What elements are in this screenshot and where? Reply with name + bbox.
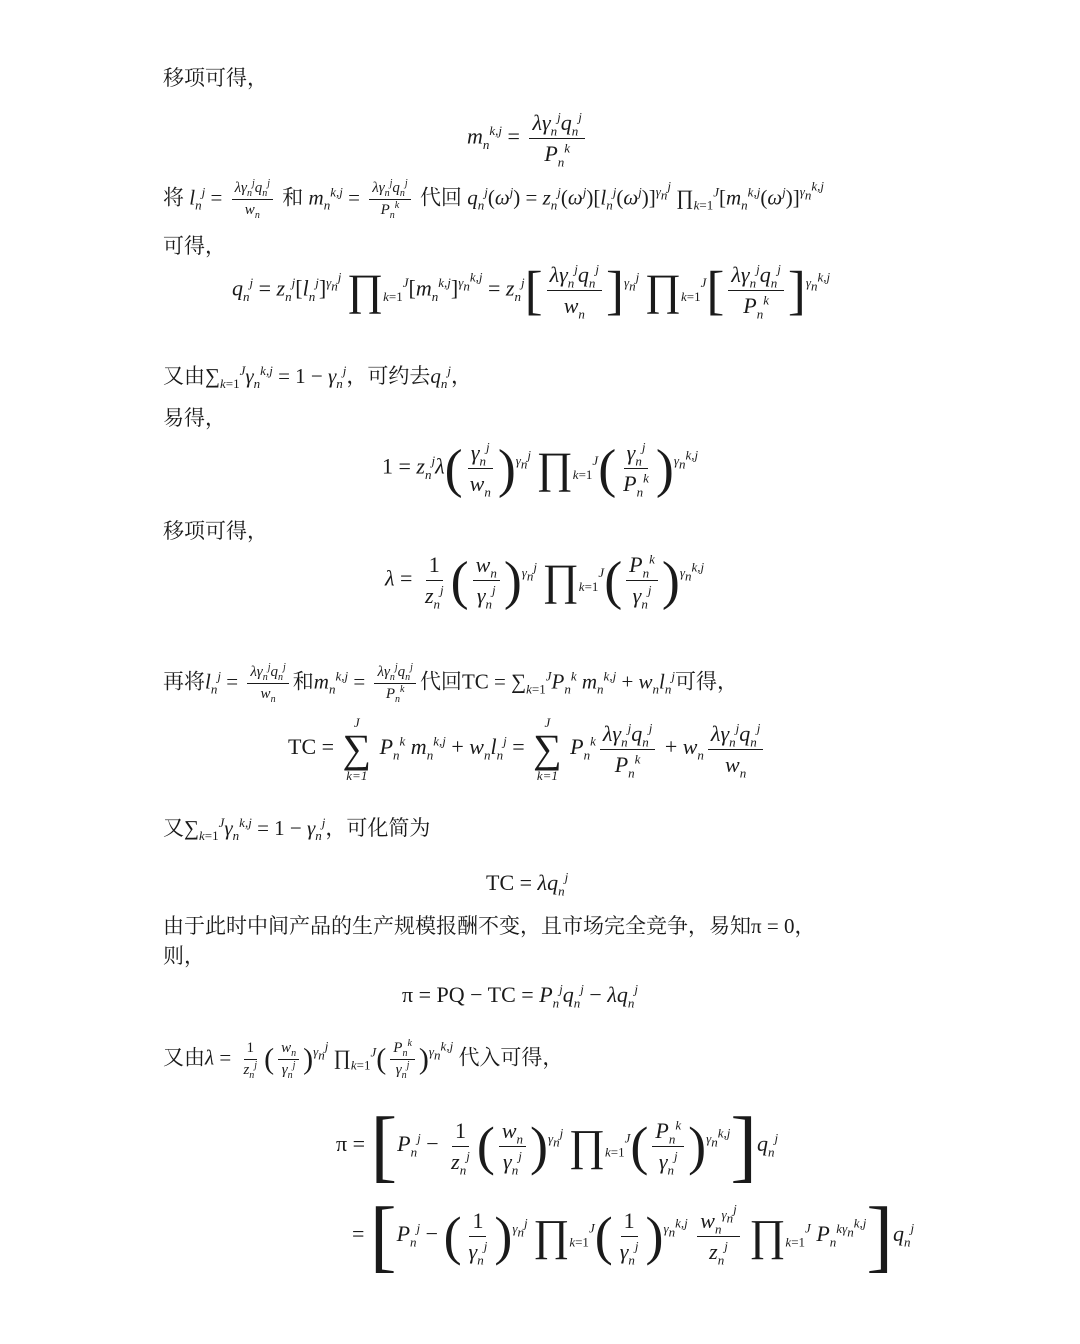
text-line: 移项可得， — [163, 519, 268, 543]
equation-profit-expanded-2: = [$P_n^j$ − ( $\frac{1}{\gamma_n^j}$ )$^{\gamma_n^j}$ $\prod_{k=1}^J$( $\frac{1}{\gamma_n^j}$ )$^{\gamma_n^{k,j}}$ $\frac{w_n^{\gamma_n^j}}{z_n^j}$ $\prod_{k=1}^J$ $P_n^{k\gamma_n^{k,j}}]q_n^j$ — [352, 1192, 915, 1280]
equation-sum-gamma-line: 又由$\sum_{k=1}^J\gamma_n^{k,j} = 1 - \gamma_n^j$，可约去$q_n^j$， — [163, 363, 473, 392]
equation-tc-expanded: TC = J ∑ k=1 $P_n^k$ $m_n^{k,j} + w_nl_n^j$ = J ∑ k=1 $P_n^k$ $\frac{\lambda\gamma_n^jq_n^j}{P_n^k}$ + $w_n$ $\frac{\lambda\gamma_n^jq_n^j}{w_n}$ — [288, 716, 767, 782]
equation-q-expanded: $q_n^j = z_n^j[l_n^j]^{\gamma_n^j}$ $\prod_{k=1}^J[m_n^{k,j}]^{\gamma_n^{k,j}} = z_n^j$[ $\frac{\lambda\gamma_n^jq_n^j}{w_n}$ ]$^{\gamma_n^j}$ $\prod_{k=1}^J$[ $\frac{\lambda\gamma_n^jq_n^j}{P_n^k}$ ]$^{\gamma_n^{k,j}}$ — [232, 260, 831, 322]
equation-tc-substitution-line: 再将$l_n^j$ = $\frac{\lambda\gamma_n^jq_n^j}{w_n}$ 和$m_n^{k,j}$ = $\frac{\lambda\gamma_n^jq_n^j}{P_n^k}$ 代回TC = $\sum_{k=1}^JP_n^k$ $m_n^{k,j} + w_nl_n^j$可得， — [163, 662, 739, 705]
equation-simplify-line: 又$\sum_{k=1}^J\gamma_n^{k,j} = 1 - \gamma_n^j$，可化简为 — [163, 815, 431, 844]
text-line: 可得， — [163, 234, 226, 258]
text-line: 由于此时中间产品的生产规模报酬不变，且市场完全竞争，易知π = 0， — [163, 914, 816, 938]
equation-profit: π = PQ − TC = $P_n^jq_n^j - \lambda q_n^j$ — [402, 981, 638, 1011]
equation-tc-simple: TC = $\lambda q_n^j$ — [486, 869, 569, 899]
text-line: 移项可得， — [163, 66, 268, 90]
text-line: 易得， — [163, 406, 226, 430]
equation-lambda: λ = $\frac{1}{z_n^j}$ ( $\frac{w_n}{\gamma_n^j}$ )$^{\gamma_n^j}$ $\prod_{k=1}^J$( $\frac{P_n^k}{\gamma_n^j}$ )$^{\gamma_n^{k,j}}$ — [385, 550, 705, 612]
equation-one: $1 = z_n^j\lambda$( $\frac{\gamma_n^j}{w_n}$ )$^{\gamma_n^j}$ $\prod_{k=1}^J$( $\frac{\gamma_n^j}{P_n^k}$ )$^{\gamma_n^{k,j}}$ — [382, 438, 699, 500]
equation-profit-expanded-1: $\pi = [P_n^j$ − $\frac{1}{z_n^j}$ ( $\frac{w_n}{\gamma_n^j}$ )$^{\gamma_n^j}$ $\prod_{k=1}^J$( $\frac{P_n^k}{\gamma_n^j}$ )$^{\gamma_n^{k,j}}]q_n^j$ — [336, 1102, 779, 1190]
equation-substitution-line: 将 $l_n^j$ = $\frac{\lambda\gamma_n^jq_n^j}{w_n}$ 和 $m_n^{k,j}$ = $\frac{\lambda\gamma_n^jq_n^j}{P_n^k}$ 代回 $q_n^j(\omega^j) = z_n^j(\omega^j)[l_n^j(\omega^j)]^{\gamma_n^j}$ $\prod_{k=1}^J[m_n^{k,j}(\omega^j)]^{\gamma_n^{k,j}}$ — [163, 178, 825, 221]
equation-lambda-substitution-line: 又由λ = $\frac{1}{z_n^j}$ ( $\frac{w_n}{\gamma_n^j}$ )$^{\gamma_n^j}$ $\prod_{k=1}^J$( $\frac{P_n^k}{\gamma_n^j}$ )$^{\gamma_n^{k,j}}$ 代入可得， — [163, 1038, 564, 1081]
text-line: 则， — [163, 944, 205, 968]
equation-m: $m_n^{k,j}$ = $\frac{\lambda\gamma_n^jq_n^j}{P_n^k}$ — [467, 110, 589, 167]
